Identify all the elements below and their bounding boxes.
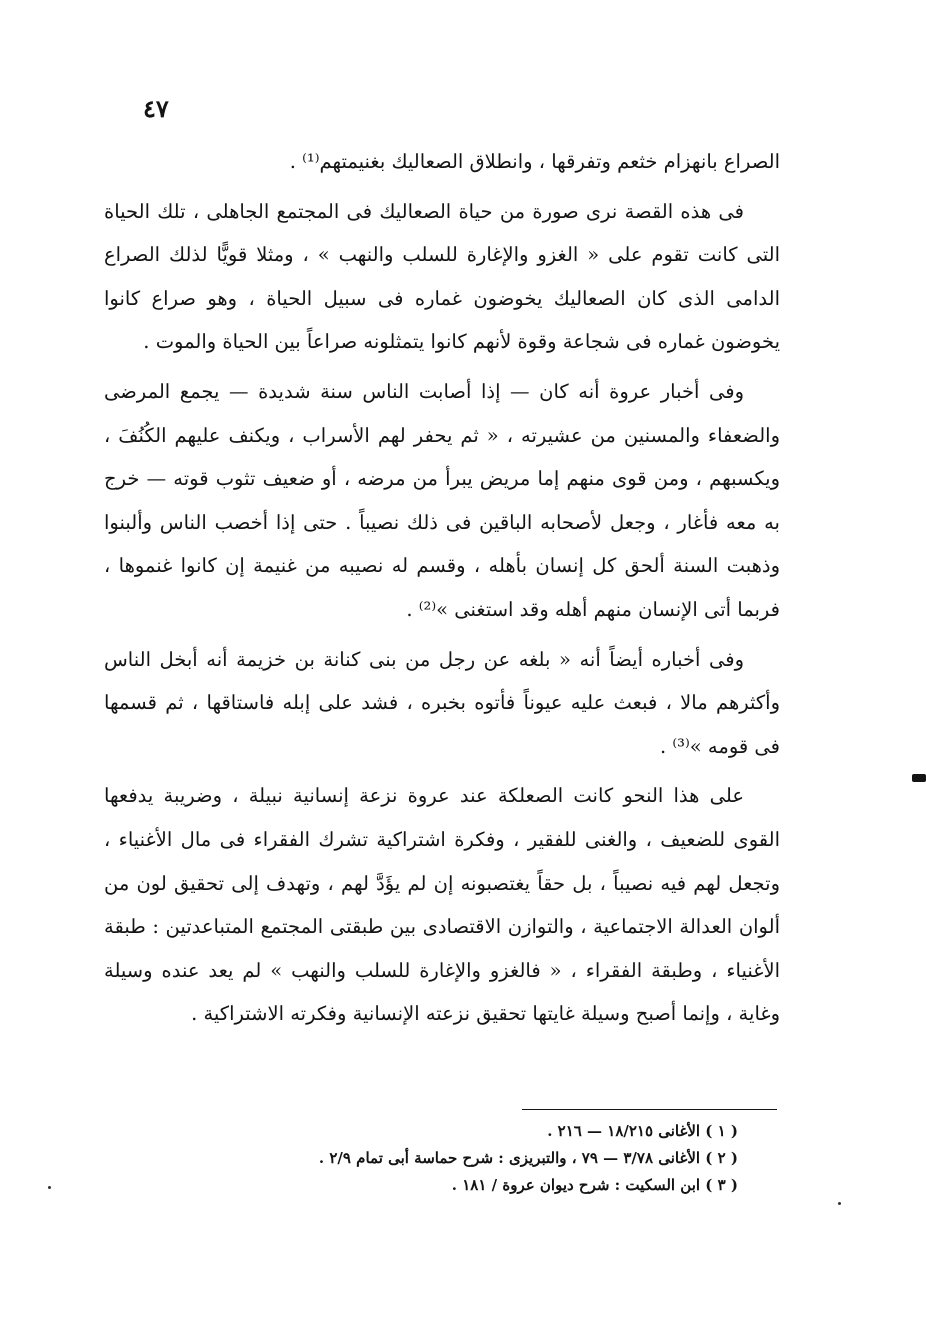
footnote-2: ( ٢ ) الأغانى ٣/٧٨ — ٧٩ ، والتبريزى : شرح حماسة أبى تمام ٢/٩ .: [318, 1149, 738, 1167]
margin-mark: [912, 774, 926, 782]
footnote-3: ( ٣ ) ابن السكيت : شرح ديوان عروة / ١٨١ .: [451, 1176, 738, 1194]
paragraph: فى هذه القصة نرى صورة من حياة الصعاليك فى المجتمع الجاهلى ، تلك الحياة التى كانت تقوم على « الغزو والإغارة للسلب والنهب » ، ومثلا قويًّا لذلك الصراع الدامى الذى كان الصعاليك يخوضون غماره فى سبيل الحياة ، وهو صراع كانوا يخوضون غماره فى شجاعة وقوة لأنهم كانوا يتمثلونه صراعاً بين الحياة والموت .: [104, 199, 780, 354]
paragraph: وفى أخبار عروة أنه كان — إذا أصابت الناس سنة شديدة — يجمع المرضى والضعفاء والمسنين من عشيرته ، « ثم يحفر لهم الأسراب ، ويكنف عليهم الكُنُفَ ، ويكسبهم ، ومن قوى منهم إما مريض يبرأ من مرضه ، أو ضعيف تثوب قوته — خرج به معه فأغار ، وجعل لأصحابه الباقين فى ذلك نصيباً . حتى إذا أخصب الناس وألبنوا وذهبت السنة ألحق كل إنسان بأهله ، وقسم له نصيبه من غنيمة إن كانوا غنموها ، فربما أتى الإنسان منهم أهله وقد استغنى »⁽²⁾ .: [104, 379, 780, 621]
paragraph: وفى أخباره أيضاً أنه « بلغه عن رجل من بنى كنانة بن خزيمة أنه أبخل الناس وأكثرهم مالا ، فبعث عليه عيوناً فأتوه بخبره ، فشد على إبله فاستاقها ، ثم قسمها فى قومه »⁽³⁾ .: [104, 647, 780, 758]
paragraph: على هذا النحو كانت الصعلكة عند عروة نزعة إنسانية نبيلة ، وضريبة يدفعها القوى للضعيف ، والغنى للفقير ، وفكرة اشتراكية تشرك الفقراء فى مال الأغنياء ، وتجعل لهم فيه نصيباً ، بل حقاً يغتصبونه إن لم يؤَدَّ لهم ، وتهدف إلى تحقيق لون من ألوان العدالة الاجتماعية ، والتوازن الاقتصادى بين طبقتى المجتمع المتباعدتين : طبقة الأغنياء ، وطبقة الفقراء ، « فالغزو والإغارة للسلب والنهب » لم يعد عنده وسيلة وغاية ، وإنما أصبح وسيلة غايتها تحقيق نزعته الإنسانية وفكرته الاشتراكية .: [104, 784, 780, 1026]
scan-speck: [48, 1186, 51, 1189]
footnotes: [190, 1118, 738, 1199]
page-number: ٤٧: [143, 94, 169, 123]
scan-speck: [838, 1202, 841, 1205]
footnote-divider: [522, 1109, 777, 1110]
footnote-1: ( ١ ) الأغانى ١٨/٢١٥ — ٢١٦ .: [547, 1122, 738, 1140]
paragraph-continuation: الصراع بانهزام خثعم وتفرقها ، وانطلاق الصعاليك بغنيمتهم⁽¹⁾ .: [289, 150, 780, 173]
body-text: [104, 140, 780, 1042]
